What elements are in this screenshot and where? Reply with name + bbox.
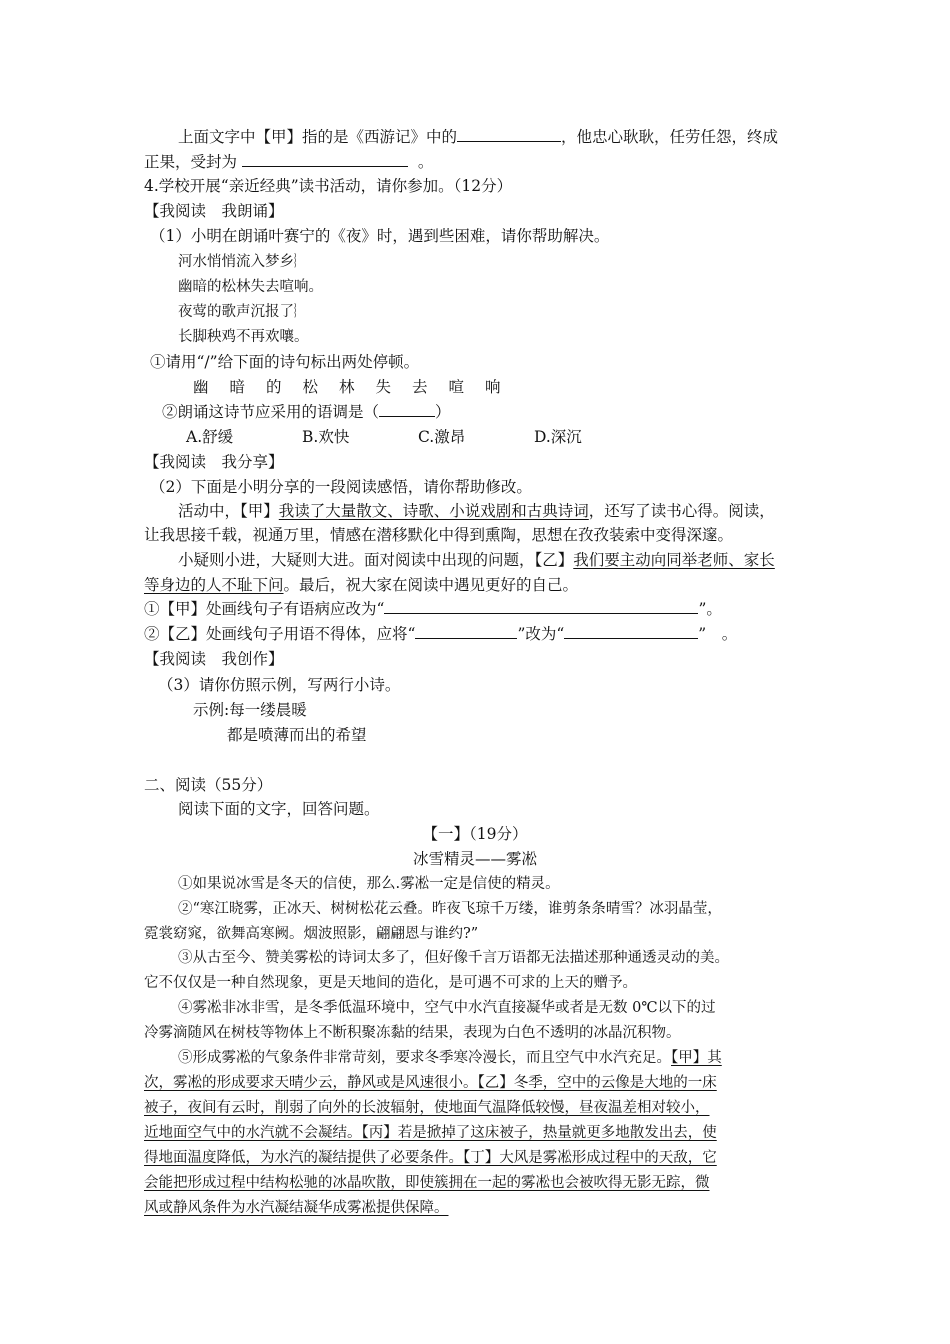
article-paragraph-5 xyxy=(178,1047,722,1069)
example-line-2: 都是喷薄而出的希望 xyxy=(227,726,367,744)
q4-fix-yi xyxy=(144,623,737,645)
marker-yi: 【乙】 xyxy=(534,551,574,569)
q4-sub2 xyxy=(162,401,451,423)
q3-text: 正果，受封为 xyxy=(144,153,238,171)
passage-text: 小疑则小进，大疑则大进。面对阅读中出现的问题， xyxy=(178,551,535,569)
q3-text: 上面文字中【甲】指的是《西游记》中的 xyxy=(178,128,458,146)
underlined-text: 【甲】其 xyxy=(671,1050,722,1066)
option-c[interactable]: C.激昂 xyxy=(418,428,466,446)
q4-part2-intro: （2）下面是小明分享的一段阅读感悟，请你帮助修改。 xyxy=(150,478,532,496)
answer-blank[interactable] xyxy=(242,151,408,167)
article-paragraph-5-underlined: 被子，夜间有云时，削弱了向外的长波辐射，使地面气温降低较慢，昼夜温差相对较小， xyxy=(144,1100,710,1116)
article-paragraph-5-underlined: 近地面空气中的水汽就不会凝结。【丙】若是掀掉了这床被子，热量就更多地散发出去，使 xyxy=(144,1125,717,1141)
q4-part3-intro: （3）请你仿照示例，写两行小诗。 xyxy=(158,676,401,694)
question-text: ”。 xyxy=(698,600,722,618)
marker-jia: 【甲】 xyxy=(240,502,279,520)
spaced-poem-line[interactable]: 幽暗的松林失去喧响 xyxy=(193,378,522,396)
option-row xyxy=(186,426,650,448)
passage-line-4 xyxy=(144,574,578,596)
q4-sub2-text: ） xyxy=(435,403,451,421)
question-text: ” 。 xyxy=(698,625,738,643)
underlined-sentence-yi: 等身边的人不耻下问 xyxy=(144,576,284,594)
answer-blank[interactable] xyxy=(379,401,435,417)
underlined-sentence-yi: 我们要主动向同举老师、家长 xyxy=(573,551,775,569)
passage-line-3 xyxy=(178,549,775,571)
q4-sub1: ①请用“/”给下面的诗句标出两处停顿。 xyxy=(150,353,420,371)
q3-text: ，他忠心耿耿，任劳任怨，终成 xyxy=(561,128,779,146)
section-share: 【我阅读 我分享】 xyxy=(144,453,284,471)
q3-line-1 xyxy=(178,126,778,148)
article-paragraph-5-underlined: 次，雾凇的形成要求天晴少云，静风或是风速很小。【乙】冬季，空中的云像是大地的一床 xyxy=(144,1075,717,1091)
article-paragraph-3: 它不仅仅是一种自然现象，更是天地间的造化，是可遇不可求的上天的赠予。 xyxy=(144,975,637,991)
q4-part1-intro: （1）小明在朗诵叶赛宁的《夜》时，遇到些困难，请你帮助解决。 xyxy=(150,227,610,245)
part2-instruction: 阅读下面的文字，回答问题。 xyxy=(178,800,380,818)
answer-blank[interactable] xyxy=(384,598,698,614)
poem-line: 幽暗的松林失去喧响。 xyxy=(178,279,323,295)
passage-line-2: 让我思接千载，视通万里，情感在潜移默化中得到熏陶，思想在孜孜装索中变得深邃。 xyxy=(144,526,734,544)
passage-text: ，还写了读书心得。阅读， xyxy=(588,502,775,520)
paragraph-text: ⑤形成雾凇的气象条件非常苛刻，要求冬季寒冷漫长，而且空气中水汽充足。 xyxy=(178,1050,671,1066)
question-text: ①【甲】处画线句子有语病应改为“ xyxy=(144,600,385,618)
question-text: ”改为“ xyxy=(517,625,565,643)
q4-title: 4.学校开展“亲近经典”读书活动，请你参加。（12分） xyxy=(144,177,513,195)
option-a[interactable]: A.舒缓 xyxy=(186,428,234,446)
option-d[interactable]: D.深沉 xyxy=(534,428,582,446)
question-text: ②【乙】处画线句子用语不得体，应将“ xyxy=(144,625,416,643)
article-paragraph-4: 冷雾滴随风在树枝等物体上不断积聚冻黏的结果，表现为白色不透明的冰晶沉积物。 xyxy=(144,1025,681,1041)
passage-text: 活动中， xyxy=(178,502,241,520)
section-recite: 【我阅读 我朗诵】 xyxy=(144,202,284,220)
article-paragraph-1: ①如果说冰雪是冬天的信使，那么.雾凇一定是信使的精灵。 xyxy=(178,876,560,892)
passage-text: 。最后，祝大家在阅读中遇见更好的自己。 xyxy=(283,576,579,594)
section-create: 【我阅读 我创作】 xyxy=(144,650,284,668)
poem-line: 河水悄悄流入梦乡︴ xyxy=(178,254,309,270)
poem-line: 长脚秧鸡不再欢嚷。 xyxy=(178,329,309,345)
poem-line: 夜莺的歌声沉报了︴ xyxy=(178,304,309,320)
article-paragraph-5-underlined: 得地面温度降低，为水汽的凝结提供了必要条件。【丁】大风是雾凇形成过程中的天敌，它 xyxy=(144,1150,717,1166)
section-head: 【一】（19分） xyxy=(422,825,528,843)
example-line-1: 示例:每一缕晨暖 xyxy=(193,701,307,719)
article-paragraph-2: ②“寒江晓雾，正冰天、树树松花云叠。昨夜飞琼千万缕，谁剪条条晴雪？冰羽晶莹， xyxy=(178,901,722,917)
q4-sub2-text: ②朗诵这诗节应采用的语调是（ xyxy=(162,403,380,421)
article-paragraph-4: ④雾凇非冰非雪，是冬季低温环境中，空气中水汽直接凝华或者是无数 0℃以下的过 xyxy=(178,1000,716,1016)
q3-line-2 xyxy=(144,151,433,173)
option-b[interactable]: B.欢快 xyxy=(302,428,350,446)
answer-blank[interactable] xyxy=(457,126,561,142)
q3-text: 。 xyxy=(417,153,434,171)
answer-blank[interactable] xyxy=(564,623,698,639)
article-paragraph-5-underlined: 会能把形成过程中结构松驰的冰晶吹散，即使簇拥在一起的雾凇也会被吹得无影无踪，微 xyxy=(144,1175,710,1191)
article-title: 冰雪精灵——雾凇 xyxy=(412,850,537,868)
answer-blank[interactable] xyxy=(415,623,517,639)
article-paragraph-3: ③从古至今、赞美雾松的诗词太多了，但好像千言万语都无法描述那种通透灵动的美。 xyxy=(178,950,729,966)
part2-title: 二、阅读（55分） xyxy=(144,776,273,794)
article-paragraph-2: 霓裳窈窕，欲舞高寒阙。烟波照影，翩翩恩与谁约?” xyxy=(144,926,479,942)
passage-line-1 xyxy=(178,500,775,522)
q4-fix-jia xyxy=(144,598,722,620)
article-paragraph-5-underlined: 风或静风条件为水汽凝结凝华成雾凇提供保障。 xyxy=(144,1200,449,1216)
underlined-sentence-jia: 我读了大量散文、诗歌、小说戏剧和古典诗词 xyxy=(278,502,589,520)
